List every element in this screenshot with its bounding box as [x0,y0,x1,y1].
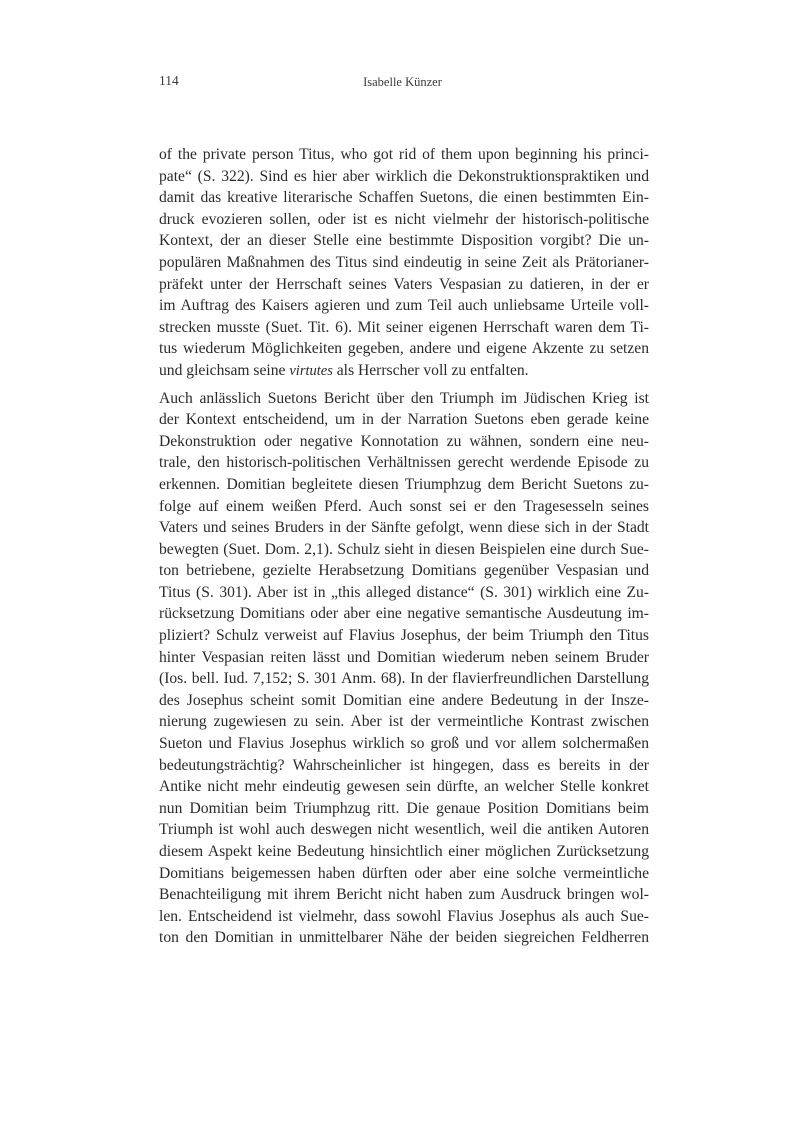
text-line: Antike nicht mehr eindeutig gewesen sein dürfte, an welcher Stelle konkret [159,778,649,796]
text-line: nun Domitian beim Triumphzug ritt. Die genaue Position Domitians beim [159,799,649,817]
text-line: Vaters und seines Bruders in der Sänfte gefolgt, wenn diese sich in der Stadt [159,519,649,537]
text-line: ton den Domitian in unmittelbarer Nähe der beiden siegreichen Feldherren [159,929,649,947]
text-line: pliziert? Schulz verweist auf Flavius Josephus, der beim Triumph den Titus [159,627,649,645]
running-head-author: Isabelle Künzer [363,75,442,89]
text-line: im Auftrag des Kaisers agieren und zum Teil auch unliebsame Urteile voll- [159,297,649,315]
text-segment: und gleichsam seine [159,361,290,379]
text-line: (Ios. bell. Iud. 7,152; S. 301 Anm. 68). In der flavierfreundlichen Darstellung [159,670,649,688]
text-line: populären Maßnahmen des Titus sind eindeutig in seine Zeit als Prätorianer- [159,253,649,271]
text-line: druck evozieren sollen, oder ist es nicht vielmehr der historisch-politische [159,210,649,228]
text-line: Triumph ist wohl auch deswegen nicht wesentlich, weil die antiken Autoren [159,821,649,839]
text-line: of the private person Titus, who got rid of them upon beginning his princi- [159,146,649,163]
text-line: folge auf einem weißen Pferd. Auch sonst sei er den Tragesesseln seines [159,497,649,515]
italic-term: virtutes [289,362,333,379]
text-line: tus wiederum Möglichkeiten gegeben, andere und eigene Akzente zu setzen [159,340,649,358]
text-line: Domitians beigemessen haben dürften oder aber eine solche vermeintliche [159,864,649,882]
text-line: rücksetzung Domitians oder aber eine negative semantische Ausdeutung im- [159,605,649,623]
text-line: trale, den historisch-politischen Verhältnissen gerecht werdende Episode zu [159,454,649,472]
paragraph-2 [159,388,649,949]
text-line: diesem Aspekt keine Bedeutung hinsichtlich einer möglichen Zurücksetzung [159,843,649,860]
text-line: Sueton und Flavius Josephus wirklich so groß und vor allem solchermaßen [159,735,649,753]
text-line: der Kontext entscheidend, um in der Narration Suetons eben gerade keine [159,411,649,429]
text-line: Dekonstruktion oder negative Konnotation zu wähnen, sondern eine neu- [159,432,649,450]
text-line: Titus (S. 301). Aber ist in „this alleged distance“ (S. 301) wirklich eine Zu- [159,583,649,601]
text-line: nierung zugewiesen zu sein. Aber ist der vermeintliche Kontrast zwischen [159,713,649,731]
text-line: hinter Vespasian reiten lässt und Domitian wiederum neben seinem Bruder [159,648,649,666]
text-line: ton betriebene, gezielte Herabsetzung Domitians gegenüber Vespasian und [159,562,649,580]
text-line-last [159,360,649,382]
text-segment: als Herrscher voll zu entfalten. [332,361,529,379]
text-line: bewegten (Suet. Dom. 2,1). Schulz sieht in diesen Beispielen eine durch Sue- [159,540,649,558]
text-line: bedeutungsträchtig? Wahrscheinlicher ist hingegen, dass es bereits in der [159,756,649,774]
text-line: des Josephus scheint somit Domitian eine andere Bedeutung in der Insze- [159,691,649,709]
text-line: len. Entscheidend ist vielmehr, dass sowohl Flavius Josephus als auch Sue- [159,907,649,925]
text-line: Kontext, der an dieser Stelle eine bestimmte Disposition vorgibt? Die un- [159,232,649,250]
paragraph-1 [159,144,649,382]
text-line: pate“ (S. 322). Sind es hier aber wirklich die Dekonstruktionspraktiken und [159,167,649,185]
text-line: damit das kreative literarische Schaffen Suetons, die einen bestimmten Ein- [159,189,649,207]
body-text [159,144,649,949]
text-line: Benachteiligung mit ihrem Bericht nicht haben zum Ausdruck bringen wol- [159,886,649,904]
text-line: strecken musste (Suet. Tit. 6). Mit seiner eigenen Herrschaft waren dem Ti- [159,318,649,336]
text-line: erkennen. Domitian begleitete diesen Triumphzug dem Bericht Suetons zu- [159,475,649,493]
text-line: präfekt unter der Herrschaft seines Vaters Vespasian zu datieren, in der er [159,275,649,293]
page-number: 114 [159,73,179,88]
text-line: Auch anlässlich Suetons Bericht über den Triumph im Jüdischen Krieg ist [159,389,649,407]
